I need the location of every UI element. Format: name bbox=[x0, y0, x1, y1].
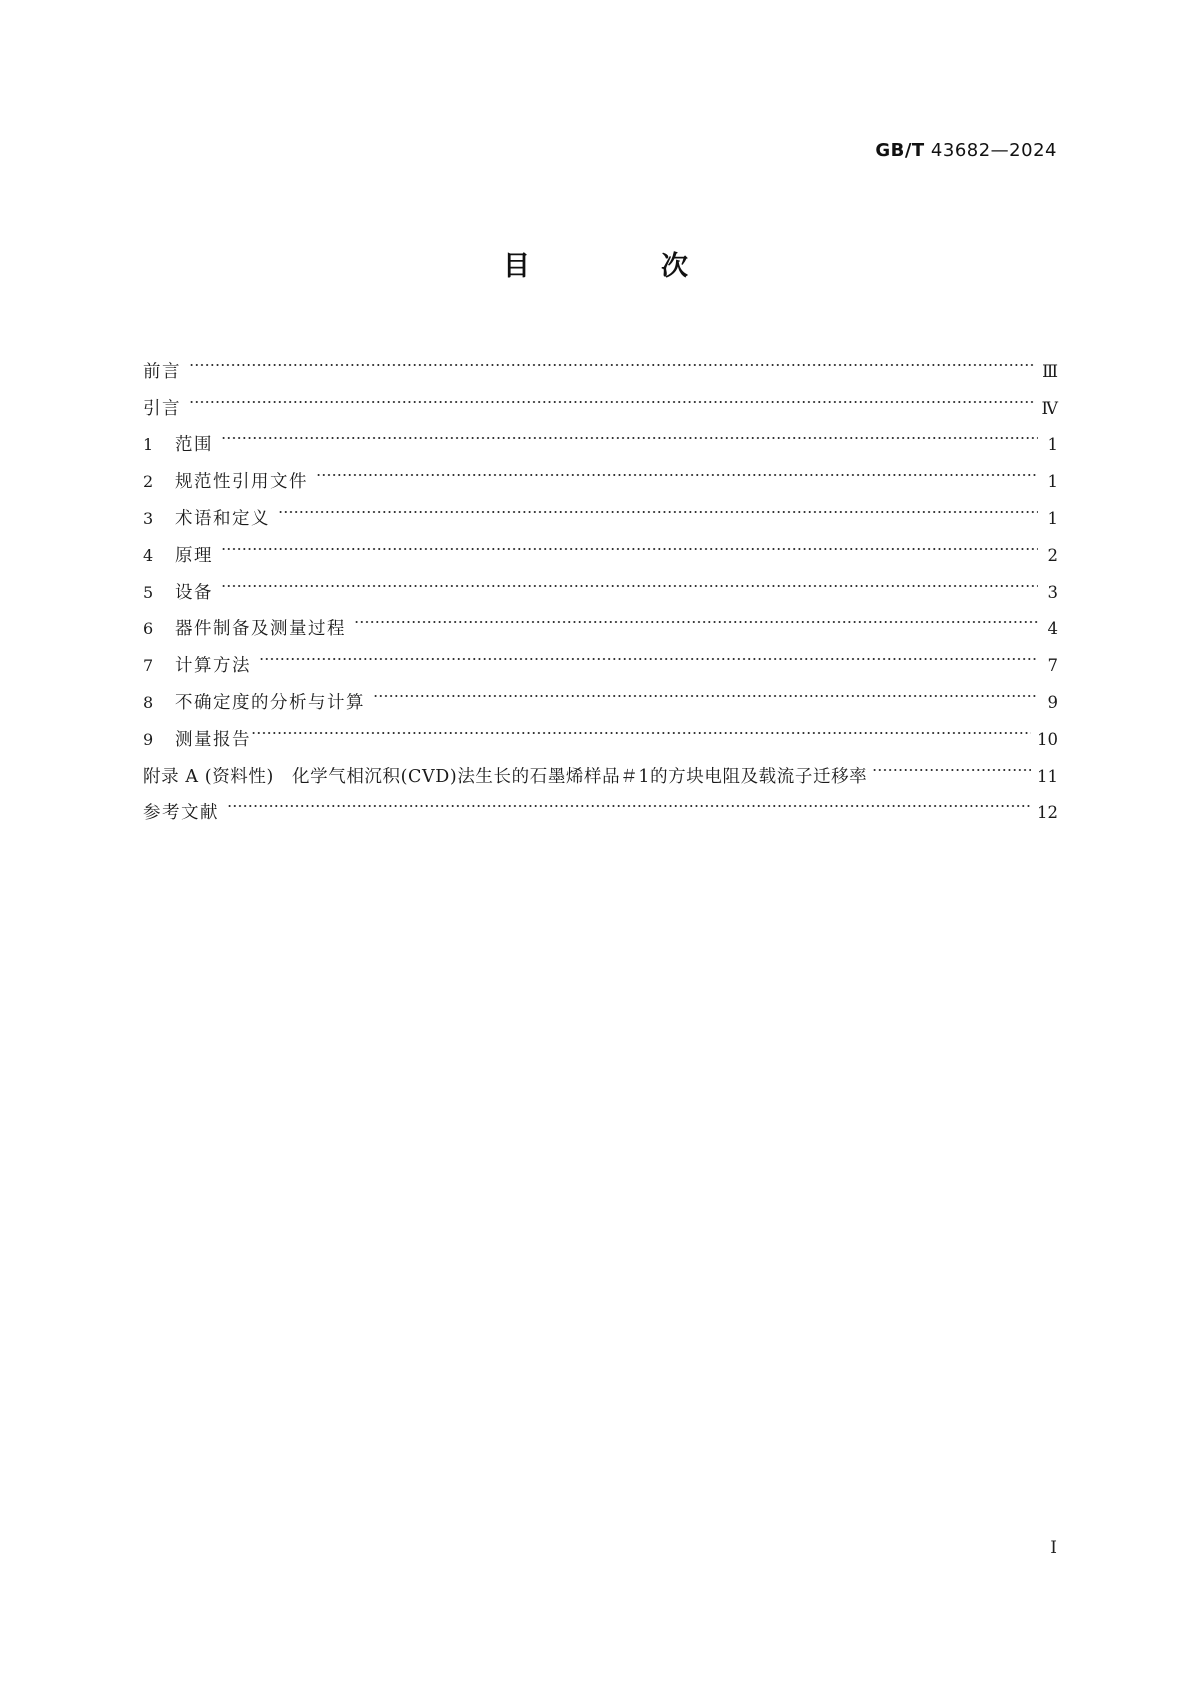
toc-section-number: 9 bbox=[143, 729, 154, 749]
toc-page-number: Ⅳ bbox=[1041, 398, 1058, 418]
dot-leader bbox=[872, 745, 1031, 782]
toc-entry-introduction[interactable] bbox=[143, 377, 1058, 419]
toc-section-number: 5 bbox=[143, 582, 154, 602]
toc-section-number: 2 bbox=[143, 472, 154, 492]
toc-entry-bibliography[interactable] bbox=[143, 782, 1058, 824]
toc-entry-principle[interactable] bbox=[143, 524, 1058, 566]
toc-page-number: 12 bbox=[1037, 803, 1058, 823]
toc-page-number: 7 bbox=[1047, 656, 1058, 676]
toc-label: 计算方法 bbox=[175, 656, 251, 677]
toc-label: 参考文献 bbox=[143, 803, 219, 824]
toc-page-number: 1 bbox=[1047, 472, 1058, 492]
toc-label: 测量报告 bbox=[175, 729, 251, 750]
dot-leader bbox=[251, 708, 1031, 745]
toc-entry-foreword[interactable] bbox=[143, 340, 1058, 382]
dot-leader bbox=[221, 561, 1038, 598]
toc-entry-calculation-method[interactable] bbox=[143, 634, 1058, 677]
dot-leader bbox=[316, 450, 1038, 487]
toc-entry-normative-references[interactable] bbox=[143, 450, 1058, 493]
toc-entry-device-preparation[interactable] bbox=[143, 598, 1058, 640]
dot-leader bbox=[221, 414, 1038, 451]
standard-number bbox=[875, 140, 1057, 161]
toc-page-number: Ⅲ bbox=[1042, 361, 1058, 381]
toc-label: 不确定度的分析与计算 bbox=[175, 692, 365, 713]
toc-label: 引言 bbox=[143, 398, 181, 419]
standard-code: 43682—2024 bbox=[930, 140, 1057, 161]
page-number: Ⅰ bbox=[1050, 1538, 1057, 1558]
toc-page-number: 11 bbox=[1037, 766, 1058, 786]
toc-page-number: 3 bbox=[1047, 582, 1058, 602]
toc-entry-scope[interactable] bbox=[143, 414, 1058, 456]
dot-leader bbox=[354, 598, 1038, 635]
toc-section-number: 7 bbox=[143, 656, 154, 676]
dot-leader bbox=[278, 487, 1038, 524]
toc-entry-measurement-report[interactable] bbox=[143, 708, 1058, 750]
dot-leader bbox=[227, 782, 1031, 819]
toc-entry-equipment[interactable] bbox=[143, 561, 1058, 603]
dot-leader bbox=[189, 340, 1036, 377]
toc-label: 范围 bbox=[175, 435, 213, 456]
toc-section-number: 3 bbox=[143, 508, 154, 528]
page-title: 目 次 bbox=[503, 251, 740, 282]
toc-label: 设备 bbox=[175, 582, 213, 603]
table-of-contents bbox=[143, 340, 1058, 824]
toc-label: 附录 A (资料性) 化学气相沉积(CVD)法生长的石墨烯样品＃1的方块电阻及载流子迁移率 bbox=[143, 766, 868, 787]
dot-leader bbox=[259, 634, 1038, 671]
toc-section-number: 8 bbox=[143, 692, 154, 712]
toc-label: 前言 bbox=[143, 361, 181, 382]
dot-leader bbox=[189, 377, 1036, 414]
toc-page-number: 2 bbox=[1047, 545, 1058, 565]
standard-prefix: GB/T bbox=[875, 140, 925, 161]
dot-leader bbox=[373, 671, 1038, 708]
toc-section-number: 6 bbox=[143, 619, 154, 639]
toc-label: 原理 bbox=[175, 545, 213, 566]
toc-page-number: 1 bbox=[1047, 508, 1058, 528]
toc-page-number: 10 bbox=[1037, 729, 1058, 749]
toc-label: 术语和定义 bbox=[175, 508, 270, 529]
toc-page-number: 9 bbox=[1047, 692, 1058, 712]
toc-entry-terms-definitions[interactable] bbox=[143, 487, 1058, 529]
toc-entry-annex-a[interactable] bbox=[143, 745, 1058, 787]
dot-leader bbox=[221, 524, 1038, 561]
toc-section-number: 1 bbox=[143, 435, 154, 455]
toc-section-number: 4 bbox=[143, 545, 154, 565]
toc-label: 器件制备及测量过程 bbox=[175, 619, 346, 640]
toc-label: 规范性引用文件 bbox=[175, 472, 308, 493]
toc-entry-uncertainty[interactable] bbox=[143, 671, 1058, 713]
toc-page-number: 1 bbox=[1047, 435, 1058, 455]
toc-page-number: 4 bbox=[1047, 619, 1058, 639]
